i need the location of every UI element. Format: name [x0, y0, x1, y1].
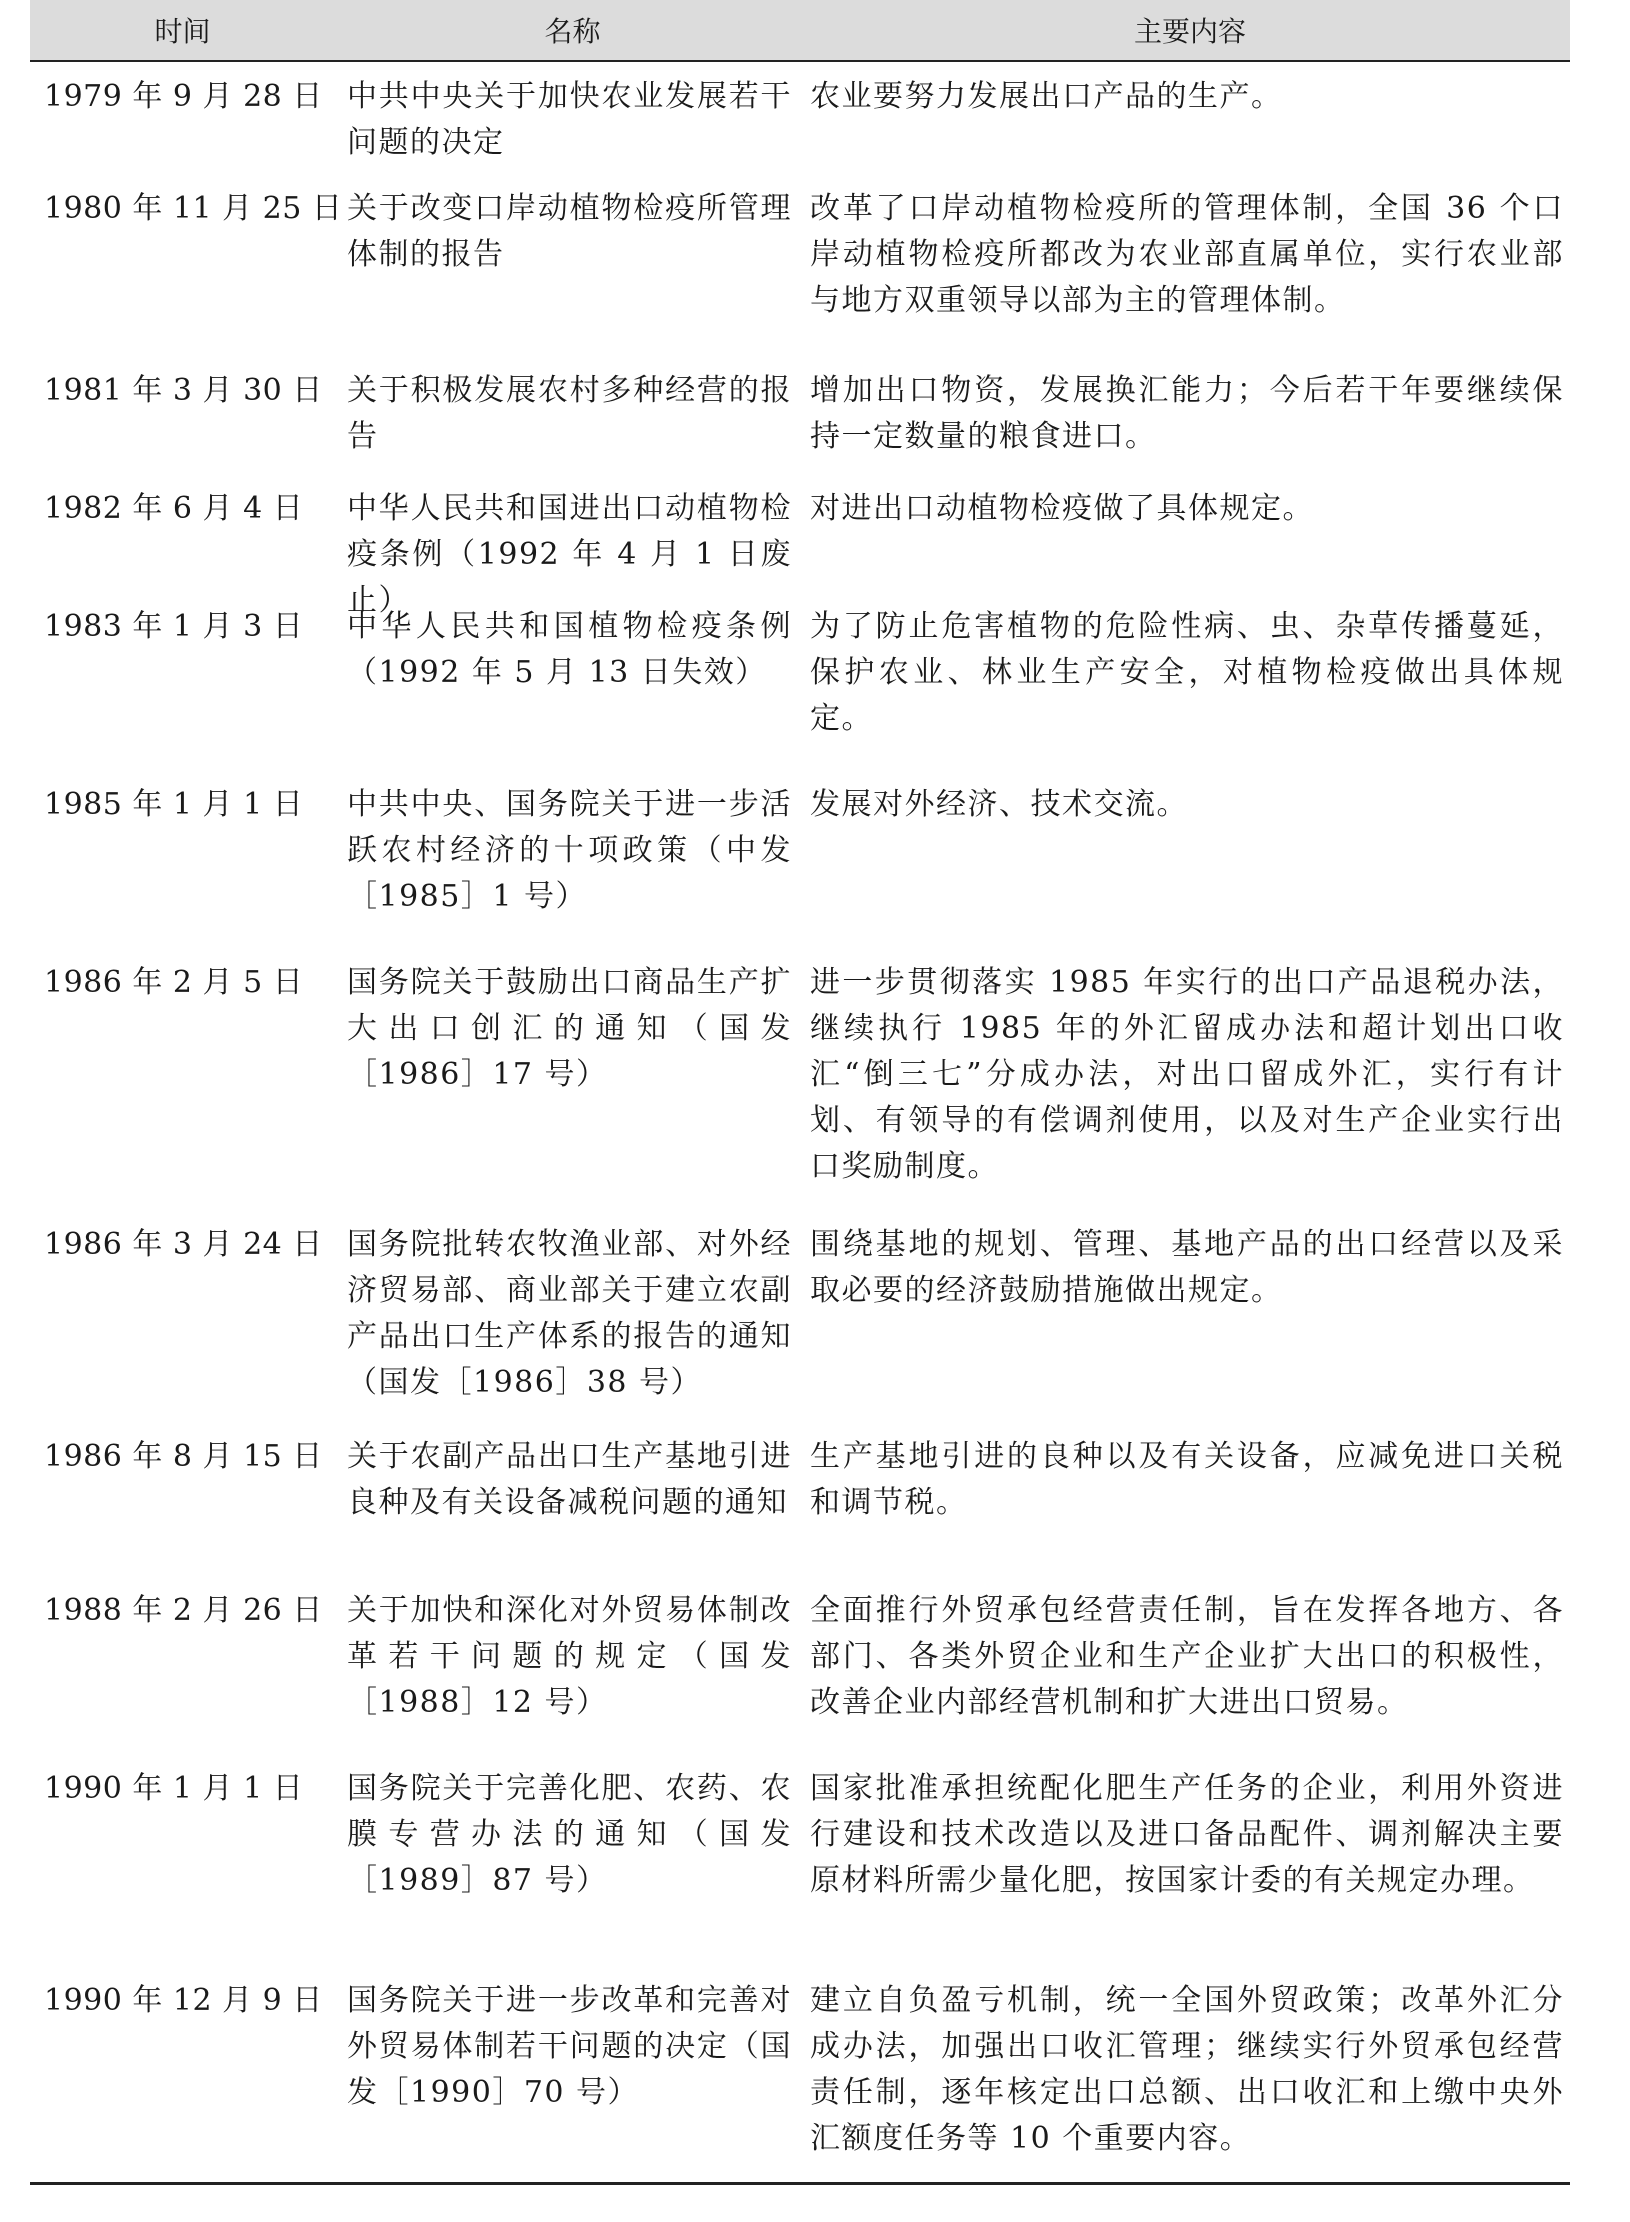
row-name: 关于积极发展农村多种经营的报告: [347, 373, 792, 454]
policy-table: [30, 0, 1570, 2188]
table-row: [30, 486, 1570, 618]
row-content: 进一步贯彻落实 1985 年实行的出口产品退税办法，继续执行 1985 年的外汇留成办法和超计划出口收汇“倒三七”分成办法，对出口留成外汇，实行有计划、有领导的有偿调剂使用，以及对生产企业实行出口奖励制度。: [810, 965, 1564, 1184]
table-row: [30, 604, 1570, 782]
row-name: 关于加快和深化对外贸易体制改革若干问题的规定（国发［1988］12 号）: [347, 1593, 792, 1720]
row-name: 中共中央、国务院关于进一步活跃农村经济的十项政策（中发［1985］1 号）: [347, 787, 792, 914]
table-row: [30, 1978, 1570, 2188]
row-time: 1983 年 1 月 3 日: [44, 609, 304, 644]
row-content: 农业要努力发展出口产品的生产。: [810, 79, 1283, 114]
row-name: 国务院关于进一步改革和完善对外贸易体制若干问题的决定（国发［1990］70 号）: [347, 1983, 792, 2110]
row-content: 围绕基地的规划、管理、基地产品的出口经营以及采取必要的经济鼓励措施做出规定。: [810, 1227, 1564, 1308]
row-content: 生产基地引进的良种以及有关设备，应减免进口关税和调节税。: [810, 1439, 1564, 1520]
row-name: 中华人民共和国植物检疫条例（1992 年 5 月 13 日失效）: [347, 609, 792, 690]
table-row: [30, 1588, 1570, 1766]
table-row: [30, 186, 1570, 368]
row-content: 发展对外经济、技术交流。: [810, 787, 1188, 822]
row-time: 1981 年 3 月 30 日: [44, 373, 323, 408]
row-name: 国务院关于鼓励出口商品生产扩大出口创汇的通知（国发［1986］17 号）: [347, 965, 792, 1092]
row-time: 1990 年 1 月 1 日: [44, 1771, 304, 1806]
row-name: 关于农副产品出口生产基地引进良种及有关设备减税问题的通知: [347, 1439, 792, 1520]
row-time: 1985 年 1 月 1 日: [44, 787, 304, 822]
table-row: [30, 74, 1570, 186]
row-content: 建立自负盈亏机制，统一全国外贸政策；改革外汇分成办法，加强出口收汇管理；继续实行外贸承包经营责任制，逐年核定出口总额、出口收汇和上缴中央外汇额度任务等 10 个重要内容。: [810, 1983, 1564, 2156]
row-time: 1986 年 2 月 5 日: [44, 965, 304, 1000]
row-time: 1982 年 6 月 4 日: [44, 491, 304, 526]
row-name: 中华人民共和国进出口动植物检疫条例（1992 年 4 月 1 日废止）: [347, 491, 792, 618]
table-row: [30, 1434, 1570, 1588]
row-time: 1988 年 2 月 26 日: [44, 1593, 323, 1628]
table-header: [30, 0, 1570, 62]
row-content: 为了防止危害植物的危险性病、虫、杂草传播蔓延，保护农业、林业生产安全，对植物检疫做出具体规定。: [810, 609, 1564, 736]
row-time: 1990 年 12 月 9 日: [44, 1983, 323, 2018]
row-content: 改革了口岸动植物检疫所的管理体制，全国 36 个口岸动植物检疫所都改为农业部直属单位，实行农业部与地方双重领导以部为主的管理体制。: [810, 191, 1564, 318]
table-row: [30, 960, 1570, 1222]
row-time: 1986 年 8 月 15 日: [44, 1439, 323, 1474]
row-time: 1986 年 3 月 24 日: [44, 1227, 323, 1262]
row-name: 关于改变口岸动植物检疫所管理体制的报告: [347, 191, 792, 272]
row-name: 国务院关于完善化肥、农药、农膜专营办法的通知（国发［1989］87 号）: [347, 1771, 792, 1898]
row-name: 中共中央关于加快农业发展若干问题的决定: [347, 79, 792, 160]
table-bottom-rule: [30, 2182, 1570, 2185]
table-row: [30, 1222, 1570, 1434]
row-content: 全面推行外贸承包经营责任制，旨在发挥各地方、各部门、各类外贸企业和生产企业扩大出口的积极性，改善企业内部经营机制和扩大进出口贸易。: [810, 1593, 1564, 1720]
table-row: [30, 1766, 1570, 1978]
row-time: 1979 年 9 月 28 日: [44, 79, 323, 114]
row-content: 增加出口物资，发展换汇能力；今后若干年要继续保持一定数量的粮食进口。: [810, 373, 1564, 454]
row-name: 国务院批转农牧渔业部、对外经济贸易部、商业部关于建立农副产品出口生产体系的报告的通知（国发［1986］38 号）: [347, 1227, 792, 1400]
row-content: 国家批准承担统配化肥生产任务的企业，利用外资进行建设和技术改造以及进口备品配件、调剂解决主要原材料所需少量化肥，按国家计委的有关规定办理。: [810, 1771, 1564, 1898]
header-time: 时间: [154, 15, 211, 48]
table-row: [30, 782, 1570, 960]
row-time: 1980 年 11 月 25 日: [44, 191, 343, 226]
header-content: 主要内容: [1133, 15, 1246, 48]
table-row: [30, 368, 1570, 486]
row-content: 对进出口动植物检疫做了具体规定。: [810, 491, 1314, 526]
header-name: 名称: [544, 15, 601, 48]
